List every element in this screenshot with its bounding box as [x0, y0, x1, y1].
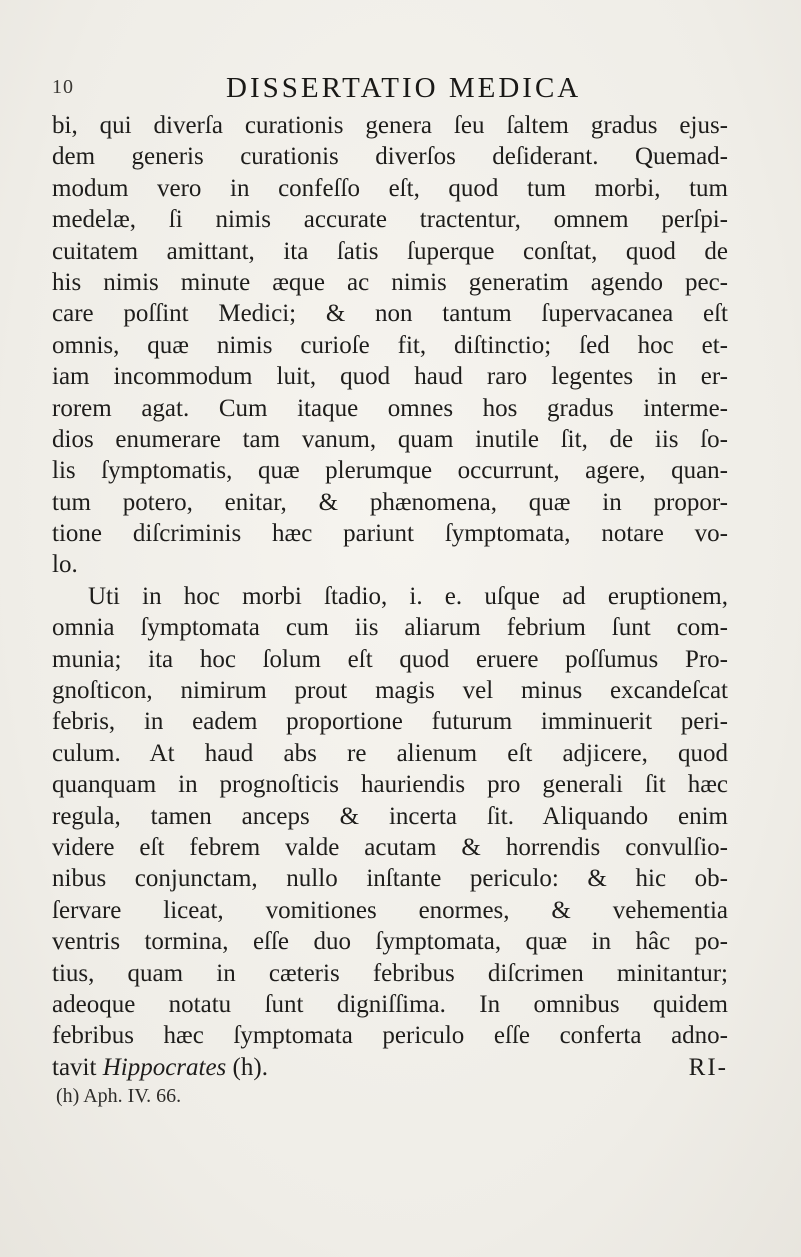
- text-line: nibus conjunctam, nullo inſtante periculo: & hic ob-: [52, 865, 728, 893]
- text-line: care poſſint Medici; & non tantum ſupervacanea eſt: [52, 300, 728, 328]
- running-title: DISSERTATIO MEDICA: [226, 72, 582, 104]
- text-line: cuitatem amittant, ita ſatis ſuperque conſtat, quod de: [52, 237, 728, 265]
- paragraph-2: [52, 581, 728, 1083]
- text-line: gnoſticon, nimirum prout magis vel minus excandeſcat: [52, 677, 728, 705]
- text-line: adeoque notatu ſunt digniſſima. In omnibus quidem: [52, 990, 728, 1018]
- page-number: 10: [52, 76, 74, 98]
- text-line: omnis, quæ nimis curioſe fit, diſtinctio; ſed hoc et-: [52, 331, 728, 359]
- text-line: tione diſcriminis hæc pariunt ſymptomata, notare vo-: [52, 520, 728, 548]
- text-line: medelæ, ſi nimis accurate tractentur, omnem perſpi-: [52, 206, 728, 234]
- text-line: modum vero in confeſſo eſt, quod tum morbi, tum: [52, 174, 728, 202]
- text-line: quanquam in prognoſticis hauriendis pro generali ſit hæc: [52, 771, 728, 799]
- text-line: Uti in hoc morbi ſtadio, i. e. uſque ad eruptionem,: [88, 582, 728, 610]
- text-line: omnia ſymptomata cum iis aliarum febrium ſunt com-: [52, 614, 728, 642]
- text-line: culum. At haud abs re alienum eſt adjicere, quod: [52, 739, 728, 767]
- text-line: rorem agat. Cum itaque omnes hos gradus interme-: [52, 394, 728, 422]
- text-line: ventris tormina, eſſe duo ſymptomata, quæ in hâc po-: [52, 928, 728, 956]
- footnote: (h) Aph. IV. 66.: [56, 1085, 182, 1108]
- text-line: iam incommodum luit, quod haud raro legentes in er-: [52, 363, 728, 391]
- text-line: regula, tamen anceps & incerta ſit. Aliquando enim: [52, 802, 728, 830]
- text-line: munia; ita hoc ſolum eſt quod eruere poſſumus Pro-: [52, 645, 728, 673]
- catchword: RI-: [688, 1053, 728, 1081]
- text-line: dios enumerare tam vanum, quam inutile ſit, de iis ſo-: [52, 425, 728, 453]
- text-line: his nimis minute æque ac nimis generatim agendo pec-: [52, 268, 728, 296]
- text-line: ſervare liceat, vomitiones enormes, & vehementia: [52, 896, 728, 924]
- text-line: febris, in eadem proportione futurum imminuerit peri-: [52, 708, 728, 736]
- text-line: febribus hæc ſymptomata periculo eſſe conferta adno-: [52, 1022, 728, 1050]
- last-text-line: [52, 1052, 728, 1083]
- text-line: videre eſt febrem valde acutam & horrendis convulſio-: [52, 833, 728, 861]
- body-text: [52, 110, 728, 1109]
- author-name: Hippocrates: [102, 1053, 227, 1081]
- footnote-reference: (h).: [226, 1053, 268, 1081]
- text-line: tum potero, enitar, & phænomena, quæ in propor-: [52, 488, 728, 516]
- text-line: bi, qui diverſa curationis genera ſeu ſaltem gradus ejus-: [52, 112, 728, 139]
- text-before-author: tavit: [52, 1053, 103, 1081]
- text-line: dem generis curationis diverſos deſiderant. Quemad-: [52, 143, 728, 171]
- page-header: [52, 72, 712, 112]
- paragraph-1: [52, 110, 728, 581]
- text-line: tius, quam in cæteris febribus diſcrimen minitantur;: [52, 959, 728, 987]
- text-line: lo.: [52, 551, 78, 579]
- text-line: lis ſymptomatis, quæ plerumque occurrunt, agere, quan-: [52, 457, 728, 485]
